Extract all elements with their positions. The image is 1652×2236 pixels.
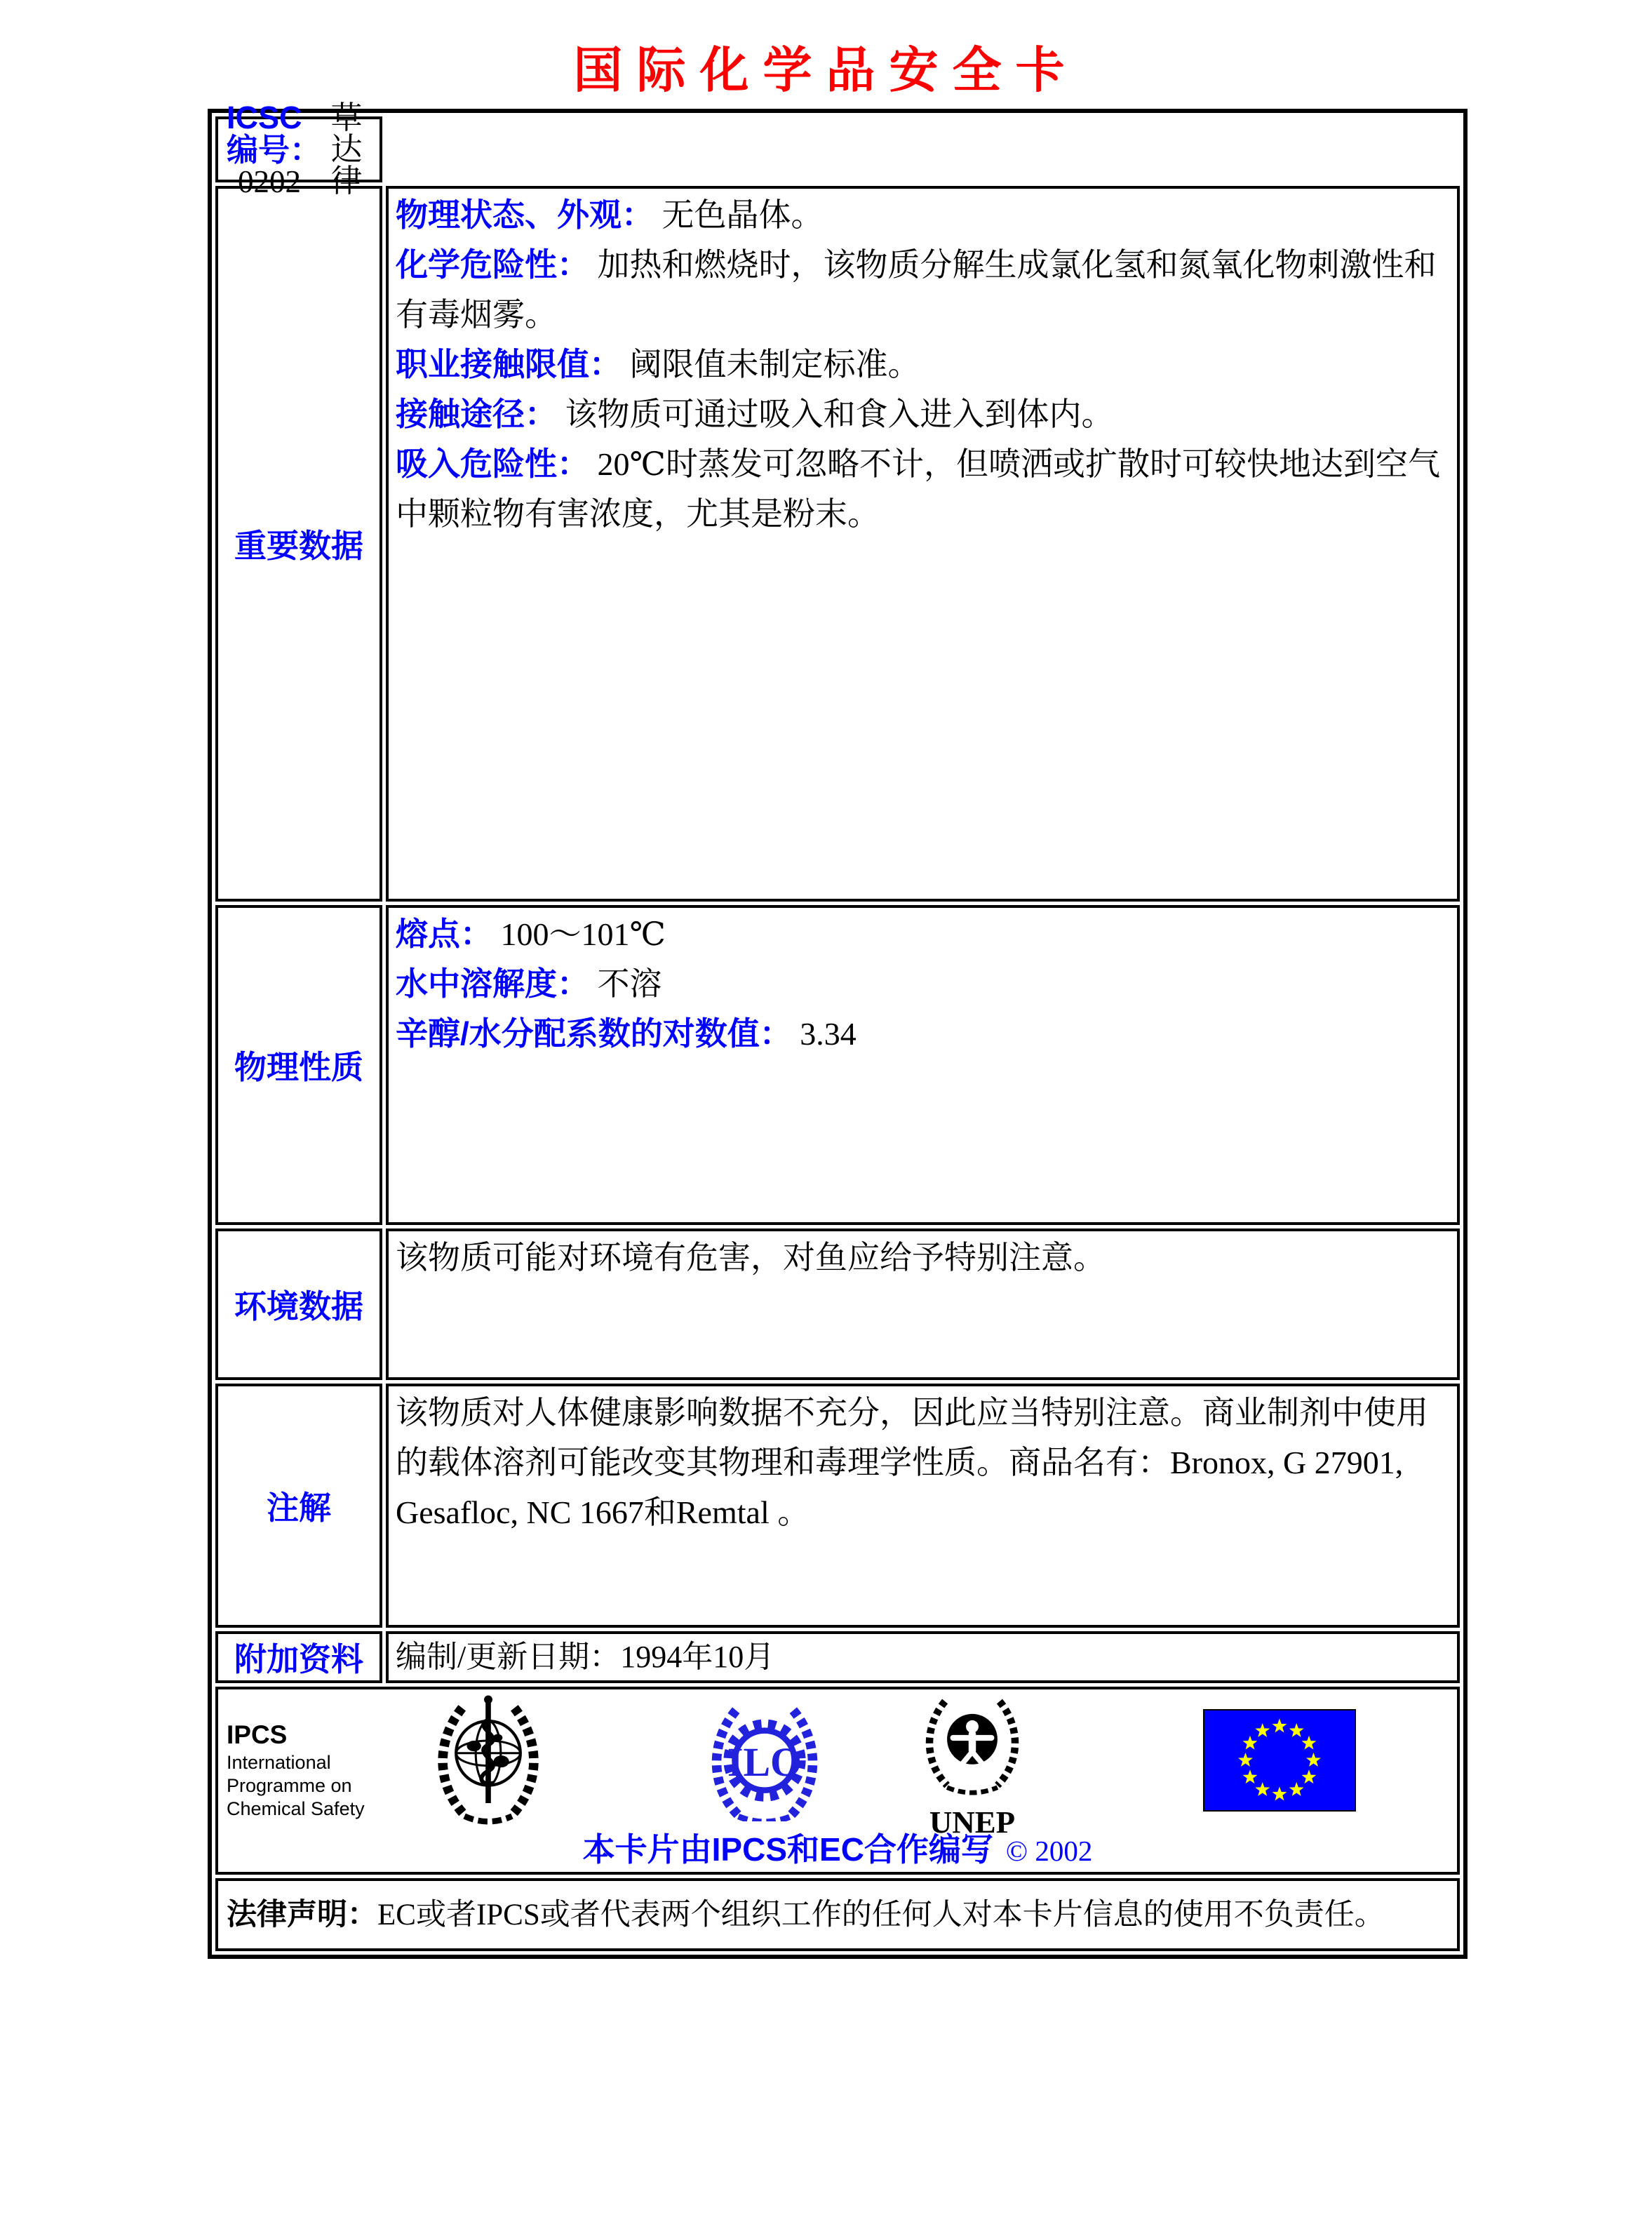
additional-info-content	[386, 1631, 1460, 1683]
exposure-route-value: 该物质可通过吸入和食入进入到体内。	[565, 396, 1114, 432]
icsc-number-group	[227, 99, 330, 199]
ilo-emblem-icon	[705, 1701, 824, 1821]
important-data-content	[386, 186, 1460, 902]
icsc-number-label: ICSC编号：	[227, 99, 322, 168]
melting-point-value: 100～101℃	[500, 916, 666, 952]
chemical-danger-key: 化学危险性：	[396, 246, 589, 283]
header-cell	[215, 99, 382, 199]
exposure-limit-key: 职业接触限值：	[396, 346, 622, 382]
physical-properties-row	[215, 905, 1460, 1225]
important-data-label: 重要数据	[215, 186, 382, 902]
ipcs-line-1: International	[227, 1752, 331, 1773]
ipcs-title: IPCS	[227, 1720, 288, 1749]
notes-text: 该物质对人体健康影响数据不充分，因此应当特别注意。商业制剂中使用的载体溶剂可能改变其物理和毒理学性质。商品名有：Bronox, G 27901, Gesafloc, NC 1667和Remtal 。	[396, 1395, 1428, 1530]
ipcs-line-2: Programme on	[227, 1775, 352, 1796]
physical-state-line	[396, 190, 1447, 240]
important-data-row	[215, 186, 1460, 902]
header-row	[215, 116, 1460, 182]
inhalation-risk-key: 吸入危险性：	[396, 446, 589, 482]
physical-state-key: 物理状态、外观：	[396, 196, 654, 233]
legal-cell	[215, 1878, 1460, 1951]
logos-cell	[215, 1687, 1460, 1875]
additional-info-row	[215, 1631, 1460, 1683]
who-emblem-icon	[429, 1694, 548, 1830]
exposure-route-line	[396, 389, 1447, 439]
partition-coefficient-line	[396, 1009, 1447, 1059]
partition-coefficient-key: 辛醇/水分配系数的对数值：	[396, 1015, 792, 1052]
melting-point-key: 熔点：	[396, 916, 492, 952]
environment-data-text: 该物质可能对环境有危害，对鱼应给予特别注意。	[396, 1240, 1106, 1276]
update-date-text: 编制/更新日期：1994年10月	[396, 1640, 775, 1674]
chemical-danger-line	[396, 240, 1447, 340]
icsc-card-table	[208, 99, 1468, 1959]
notes-label: 注解	[215, 1384, 382, 1628]
physical-properties-label: 物理性质	[215, 905, 382, 1225]
icsc-number-value: 0202	[238, 163, 301, 199]
credit-line	[218, 1824, 1457, 1870]
water-solubility-line	[396, 959, 1447, 1009]
inhalation-risk-line	[396, 439, 1447, 539]
physical-properties-content	[386, 905, 1460, 1225]
melting-point-line	[396, 909, 1447, 959]
partition-coefficient-value: 3.34	[800, 1016, 857, 1052]
legal-row	[215, 1878, 1460, 1951]
exposure-limit-value: 阈限值未制定标准。	[629, 347, 920, 382]
notes-content	[386, 1384, 1460, 1628]
notes-row	[215, 1384, 1460, 1628]
eu-flag-icon	[1203, 1709, 1356, 1812]
legal-label: 法律声明：	[227, 1897, 377, 1932]
exposure-limit-line	[396, 340, 1447, 389]
legal-text: EC或者IPCS或者代表两个组织工作的任何人对本卡片信息的使用不负责任。	[377, 1898, 1385, 1932]
water-solubility-key: 水中溶解度：	[396, 965, 589, 1002]
environment-data-label: 环境数据	[215, 1229, 382, 1380]
exposure-route-key: 接触途径：	[396, 396, 557, 432]
environment-data-content	[386, 1229, 1460, 1380]
additional-info-label: 附加资料	[215, 1631, 382, 1683]
chemical-danger-value: 加热和燃烧时，该物质分解生成氯化氢和氮氧化物刺激性和有毒烟雾。	[396, 247, 1437, 333]
copyright-text: © 2002	[1005, 1835, 1093, 1867]
logos-row	[215, 1687, 1460, 1875]
ipcs-text-block	[227, 1719, 365, 1821]
unep-emblem-icon	[920, 1695, 1025, 1839]
environment-data-row	[215, 1229, 1460, 1380]
water-solubility-value: 不溶	[597, 966, 662, 1002]
credit-text: 本卡片由IPCS和EC合作编写	[582, 1831, 993, 1868]
inhalation-risk-value: 20℃时蒸发可忽略不计，但喷洒或扩散时可较快地达到空气中颗粒物有害浓度，尤其是粉末。	[396, 446, 1440, 532]
physical-state-value: 无色晶体。	[662, 197, 824, 233]
page-title: 国际化学品安全卡	[573, 44, 1079, 98]
chemical-name: 草达律	[330, 100, 363, 199]
unep-letters: UNEP	[929, 1805, 1016, 1839]
ilo-letters: ILO	[727, 1739, 802, 1786]
ipcs-line-3: Chemical Safety	[227, 1798, 365, 1819]
